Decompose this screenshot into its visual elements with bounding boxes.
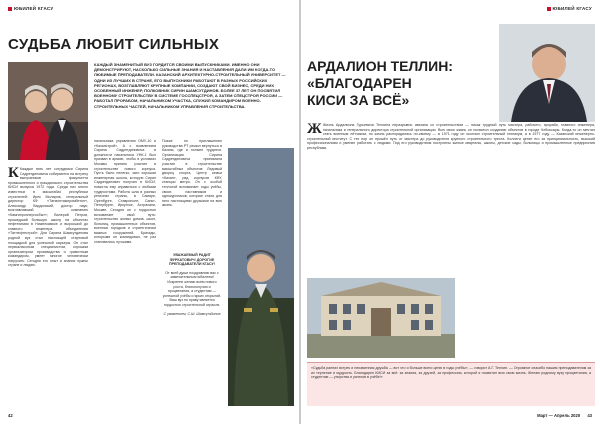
- quote-sign: С уважением, С.Ш. Шамсутдинов: [163, 311, 221, 316]
- officer-photo: [228, 148, 294, 406]
- right-page: [301, 0, 600, 424]
- right-headline: [307, 58, 453, 109]
- right-body-continued: [461, 278, 595, 358]
- left-lead: КАЖДЫЙ ЗНАМЕНИТЫЙ ВУЗ ГОРДИТСЯ СВОИМИ ВЫПУСКНИКАМИ. ИМЕННО ОНИ ДЕМОНСТРИРУЮТ, НАСКОЛЬКО СИЛЬНЫЕ ЗНАНИЯ И НАСТАВЛЕНИЯ ДАЛИ ИМ КОГДА-ТО ЛЮБИМЫЕ ПРЕПОДАВАТЕЛИ. КАЗАНСКИЙ АРХИТЕКТУРНО-СТРОИТЕЛЬНЫЙ УНИВЕРСИТЕТ — ОДНИ ИЗ ЛУЧШИХ В СТРАНЕ, ЕГО ВЫПУСКНИКИ РАБОТАЮТ В РАЗНЫХ РОССИЙСКИХ РЕГИОНАХ, ВОЗГЛАВЛЯЮТ КРУПНЫЕ КОМПАНИИ, СОЗДАЮТ СВОЙ БИЗНЕС, СРЕДИ НИХ ОСОБЕННЫЙ ИНЖЕНЕР, ПОЛКОВНИК СИРИН ШАМСУТДИНОВ. БОЛЕЕ 37 ЛЕТ ОН ПОСВЯТИЛ ВОЕННОМУ СТРОИТЕЛЬСТВУ В СИСТЕМЕ ГОССПЕЦСТРОЯ, А ЗАТЕМ СПЕЦСТРОЯ РОССИИ — РАБОТАЛ ПРОРАБОМ, НАЧАЛЬНИКОМ УЧАСТКА, СЛУЖИЛ КОМАНДИРОМ ВОЕННО-СТРОИТЕЛЬНЫХ ЧАСТЕЙ, НАЧАЛЬНИКОМ УПРАВЛЕНИЯ СТРОИТЕЛЬСТВА.: [94, 62, 286, 109]
- building-photo-image: [307, 278, 455, 358]
- right-body: Ж Жизнь Ардалиона Гурьевича Теллина неразрывно связана со строительством — никак трудный путь мастера, рабочего, прораба, главного инженера, начальника и генерального директора строительной организации. Всю свою жизнь он посвятил созданию объектов в городе Чебоксары. Когда-то он мечтал стать военным лётчиком, но жизнь распорядилась по-своему — в 1971 году он окончил строительный техникум, а в 1977 году — Казанский инженерно-строительный институт. С тех пор он прошёл путь от мастера до руководителя крупного строительного треста. Коллеги ценят его за принципиальность, высокий профессионализм и умение работать с людьми. Под его руководством построены жилые кварталы, школы, детские сады, больницы и промышленные предприятия республики.: [307, 123, 595, 150]
- building-photo: [307, 278, 455, 358]
- right-section-label: ЮБИЛЕЙ КГАСУ: [547, 6, 593, 11]
- left-page: [0, 0, 299, 424]
- right-dropcap: Ж: [307, 123, 322, 137]
- left-column-3: Позже по приглашению руководства РТ решил вернуться в Казань, где и поныне трудится. Организация Сирина Садретдиновича принимала участие в строительстве масштабных объектов: Ледовый дворец спорта, Центр семьи «Казан», ряд корпусов КФУ, станции метро. Он с особой теплотой вспоминает годы учёбы, своих наставников и однокурсников, которые стали для него настоящими друзьями на всю жизнь.: [162, 139, 222, 208]
- dropcap: К: [8, 167, 19, 181]
- headline-line-2: «БЛАГОДАРЕН: [307, 75, 412, 91]
- right-footer: [537, 413, 592, 418]
- officer-photo-image: [228, 148, 294, 406]
- couple-photo: [8, 62, 88, 160]
- left-section-label: ЮБИЛЕЙ КГАСУ: [8, 6, 54, 11]
- section-dot-icon: [8, 7, 12, 11]
- congratulation-quote: [162, 253, 222, 403]
- left-headline: СУДЬБА ЛЮБИТ СИЛЬНЫХ: [8, 36, 220, 53]
- headline-line-3: КИСИ ЗА ВСЁ»: [307, 92, 410, 108]
- quote-body: От всей души поздравляю вас с замечательным юбилеем! Искренне желаю всем нового роста, благополучия и процветания, а студентам — успешной учёбы и ярких открытий. Ваш вуз по праву является гордостью строительной отрасли.: [162, 270, 222, 307]
- teller-portrait: [499, 24, 595, 122]
- left-column-1: К Каждые пять лет сотрудники Сирина Садретдиновича собираются на встречу выпускников факультета промышленного и гражданского строительства КИСИ выпуска 1972 года. Среди них много известных в масштабах республики строителей: Ирек Миларов, генеральный директор КФ «Татмонтажпромбетон», Александр Вардонский, доктор наук; возглавлявший компанию «Камгипроэнергосбыт»; Валерий Петров, прошедший большую школу на объектах нефтехимии в Нижнекамске и выросший до главного инженера объединения «Татнефтестрой». Для Сирина Шамсутдинова родной вуз стал настоящей стартовой площадкой для успешной карьеры. Он стал первоклассным специалистом, хорошим организатором производства и грамотным командиром, умеет многое человечески нагрузить. Сегодня его опыт и знания нужны стране и людям.: [8, 167, 88, 268]
- teller-portrait-image: [499, 24, 595, 122]
- issue-label: Март — Апрель 2020: [537, 413, 581, 418]
- headline-line-1: АРДАЛИОН ТЕЛЛИН:: [307, 58, 453, 74]
- quote-title: УВАЖАЕМЫЙ РАДИТ ФУРКАТОВИЧ! ДОРОГИЕ ПРЕПОДАВАТЕЛИ КГАСУ!: [169, 253, 215, 267]
- left-column-2: начальника управления ОМУ-10 и «Казанстрой». А с появлением Сирина Садретдиновича в должности начальника УНК-1 был призван в армию, чтобы в условиях Москвы принять участие в строительстве нового корпуса. Пусть было нелегко, зато хорошая инженерная школа, которую Сирин Садретдинович получил в КИСИ, помогла ему справиться с любыми трудностями. Работа шла в разных регионах страны, в Самаре, Оренбурге, Ставрополе, Санкт-Петербурге, Иркутске, Астрахани, Москве. Сегодня он с гордостью вспоминает свой путь: строительство жилых домов, школ, больниц, промышленных объектов, военных городков и стратегически важных сооружений. Бригады, которыми он командовал, не раз становились лучшими.: [94, 139, 156, 245]
- couple-photo-image: [8, 62, 88, 160]
- testimonial-box: «Судьба ранних встреч и неизменная дружба — вот что я больше всего ценю в годы учёбы», — говорит А.Г. Теллин. — Огромное спасибо нашим преподавателям за их терпение и мудрость. Благодарен КИСИ за всё: за знания, за друзей, за профессию, которой я посвятил всю свою жизнь. Желаю родному вузу процветания, а студентам — упорства и успехов в учёбе!»: [307, 362, 595, 406]
- right-page-number: 43: [587, 413, 592, 418]
- left-page-number: 42: [8, 413, 13, 418]
- section-dot-icon-right: [547, 7, 551, 11]
